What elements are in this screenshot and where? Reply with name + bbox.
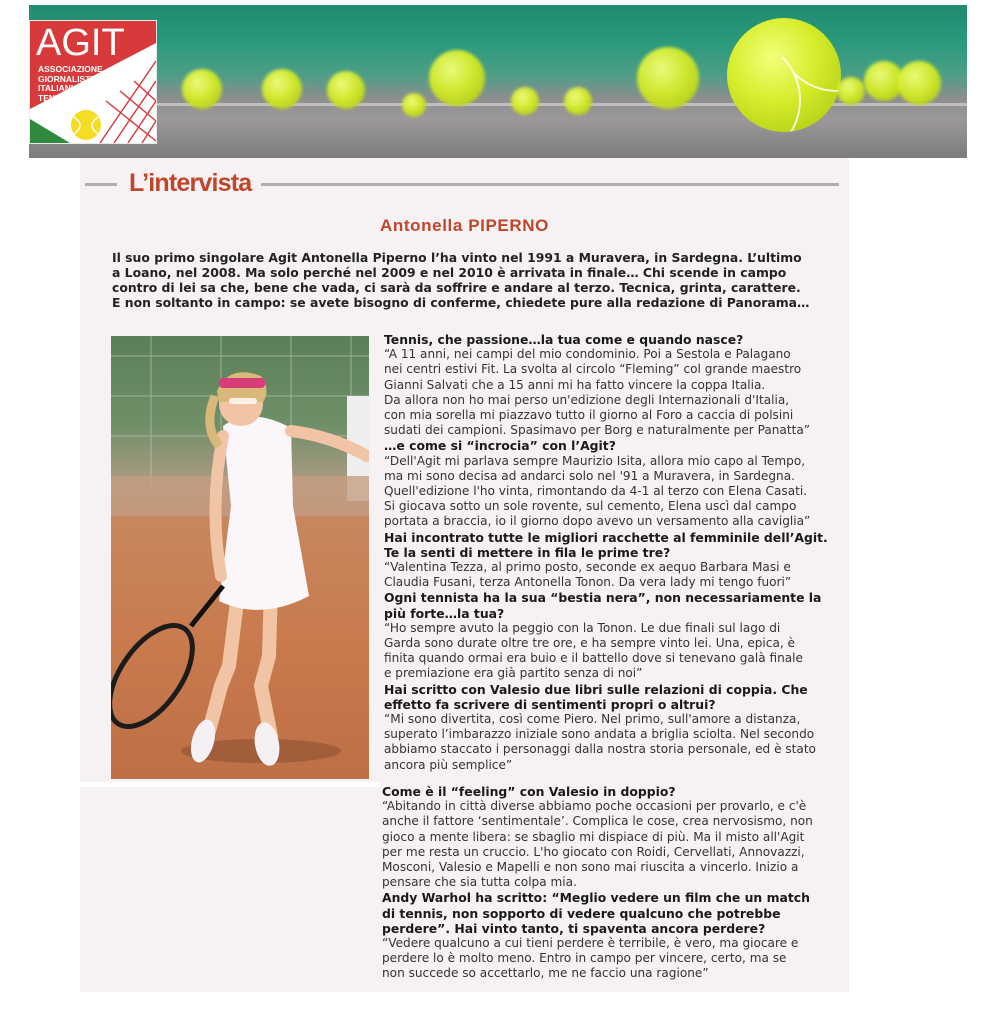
tennis-ball-icon [327,71,365,109]
answer-line: portata a braccia, io il giorno dopo avevo un versamento alla caviglia” [384,514,811,529]
qa-block [384,438,854,529]
qa-block [384,530,854,591]
answer-line: e premiazione era già partito senza di noi” [384,666,643,681]
section-header [85,168,840,198]
logo-text: AGIT [36,22,125,64]
answer-line: abbiamo staccato i personaggi dalla nostra storia personale, ed è stato [384,742,816,757]
answer-line: “Abitando in città diverse abbiamo poche occasioni per provarlo, e c'è [382,799,807,814]
header-banner [29,5,967,158]
header-rule-right [261,183,839,186]
answer-line: superato l’imbarazzo iniziale sono andata a briglia sciolta. Nel secondo [384,727,815,742]
answer-line: non succede so accettarlo, me ne faccio una ragione” [382,966,709,981]
answer-line: sudati dei campioni. Spasimavo per Borg e naturalmente per Panatta” [384,423,810,438]
qa-block [382,784,852,890]
tennis-ball-icon [837,77,865,105]
qa-block [382,890,852,981]
answer-line: “Ho sempre avuto la peggio con la Tonon. Le due finali sul lago di [384,620,781,635]
answer-line: Mosconi, Valesio e Mapelli e non sono mai riuscita a vincerlo. Inizio a [382,860,799,875]
tennis-ball-icon [637,47,699,109]
tennis-player-illustration [111,336,369,779]
question: …e come si “incrocia” con l’Agit? [384,438,616,454]
qa-block [384,682,854,773]
tennis-ball-icon [897,61,941,105]
qa-block [384,332,854,438]
qa-column [384,332,854,773]
tennis-ball-icon [402,93,426,117]
answer-line: “Valentina Tezza, al primo posto, seconde ex aequo Barbara Masi e [384,560,791,575]
agit-logo [29,20,157,144]
question: più forte…la tua? [384,605,505,621]
qa-column-lower [382,784,852,982]
article-panel [80,158,849,992]
question: Come è il “feeling” con Valesio in doppio? [382,784,676,799]
tennis-ball-icon [429,50,485,106]
answer-line: con mia sorella mi piazzavo tutto il giorno al Foro a caccia di polsini [384,408,794,423]
answer-line: ancora più semplice” [384,757,513,772]
answer-line: anche il fattore ‘sentimentale’. Complica le cose, crea nervosismo, non [382,814,813,829]
question: Hai incontrato tutte le migliori racchette al femminile dell’Agit. [384,529,828,545]
answer-line: Garda sono durate oltre tre ore, e ha sempre vinto lei. Una, epica, è [384,636,795,651]
interviewee-name: Antonella PIPERNO [380,216,549,235]
answer-line: per me resta un cruccio. L'ho giocato con Roidi, Cervellati, Annovazzi, [382,844,805,859]
question: Andy Warhol ha scritto: “Meglio vedere un film che un match [382,890,810,906]
answer-line: Gianni Salvati che a 15 anni mi ha fatto vincere la coppa Italia. [384,377,766,392]
question: Te la senti di mettere in fila le prime tre? [384,544,671,560]
tennis-ball-icon [182,69,222,109]
question: Ogni tennista ha la sua “bestia nera”, non necessariamente la [384,590,822,606]
answer-line: Da allora non ho mai perso un'edizione degli Internazionali d'Italia, [384,392,790,407]
answer-line: gioco a mente libera: se sbaglio mi dispiace di più. Ma il misto all'Agit [382,829,805,844]
answer-line: “Dell'Agit mi parlava sempre Maurizio Isita, allora mio capo al Tempo, [384,453,806,468]
answer-line: perdere lo è molto meno. Entro in campo per vincere, certo, ma se [382,951,787,966]
question: Hai scritto con Valesio due libri sulle relazioni di coppia. Che [384,681,808,697]
answer-line: Quell'edizione l'ho vinta, rimontando da 4-1 al terzo con Elena Casati. [384,484,808,499]
photo-divider [80,782,380,787]
player-photo [111,336,369,779]
answer-line: nei centri estivi Fit. La svolta al circolo “Fleming” col grande maestro [384,362,802,377]
question: effetto fa scrivere di sentimenti propri o altrui? [384,696,716,712]
tennis-ball-icon [511,87,539,115]
answer-line: pensare che sia tutta colpa mia. [382,875,577,890]
header-rule-left [85,183,117,186]
answer-line: “Mi sono divertita, così come Piero. Nel primo, sull'amore a distanza, [384,712,801,727]
tennis-ball-icon [564,87,592,115]
section-title: L’intervista [129,169,252,197]
question: di tennis, non sopporto di vedere qualcuno che potrebbe [382,905,781,921]
qa-block [384,590,854,681]
answer-line: Si giocava sotto un sole rovente, sul cemento, Elena uscì dal campo [384,499,797,514]
answer-line: ma mi sono decisa ad andarci solo nel '91 a Muravera, in Sardegna. [384,468,795,483]
article-intro: Il suo primo singolare Agit Antonella Piperno l’ha vinto nel 1991 a Muravera, in Sardegna. L’ultimo a Loano, nel 2008. Ma solo perché nel 2009 e nel 2010 è arrivata in finale… Chi scende in campo contro di lei sa che, bene che vada, ci sarà da soffrire e andare al terzo. Tecnica, grinta, carattere. E non soltanto in campo: se avete bisogno di conferme, chiedete pure alla redazione di Panorama… [112,250,810,310]
logo-subtitle: ASSOCIAZIONE GIORNALISTI ITALIANI TENNISTI [38,64,103,103]
tennis-ball-icon [727,18,841,132]
question: Tennis, che passione…la tua come e quando nasce? [384,332,744,347]
answer-line: finita quando ormai era buio e il battello dove si tenevano galà finale [384,651,803,666]
answer-line: Claudia Fusani, terza Antonella Tonon. Da vera lady mi tengo fuori” [384,575,792,590]
answer-line: “A 11 anni, nei campi del mio condominio. Poi a Sestola e Palagano [384,347,791,362]
tennis-ball-icon [262,69,302,109]
answer-line: “Vedere qualcuno a cui tieni perdere è terribile, è vero, ma giocare e [382,936,799,951]
question: perdere”. Hai vinto tanto, ti spaventa ancora perdere? [382,920,766,936]
